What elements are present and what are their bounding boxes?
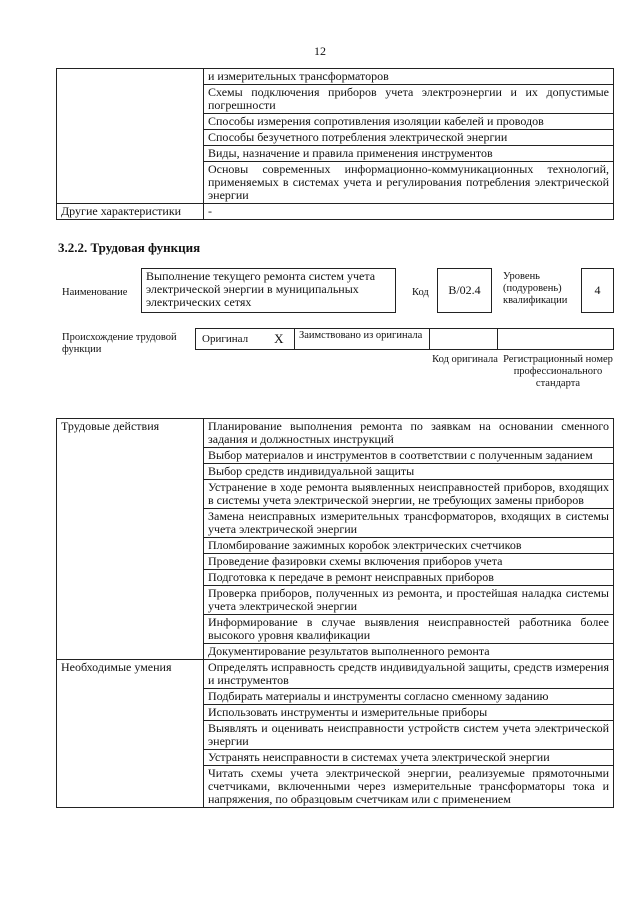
original-cell (195, 328, 295, 350)
knowledge-item: Основы современных информационно-коммуникационных технологий, применяемых в системах учета и регулирования потребления электрической энергии (204, 162, 614, 204)
skill-item: Использовать инструменты и измерительные приборы (204, 705, 614, 721)
function-code-field: B/02.4 (437, 268, 492, 313)
reg-number-caption: Регистрационный номер профессионального стандарта (503, 354, 613, 389)
knowledge-item: Схемы подключения приборов учета электроэнергии и их допустимые погрешности (204, 85, 614, 114)
action-item: Замена неисправных измерительных трансформаторов, входящих в системы учета электрической энергии (204, 509, 614, 538)
name-label: Наименование (62, 287, 128, 298)
section-heading: 3.2.2. Трудовая функция (58, 240, 201, 255)
action-item: Выбор средств индивидуальной защиты (204, 464, 614, 480)
skill-item: Определять исправность средств индивидуальной защиты, средств измерения и инструментов (204, 660, 614, 689)
reg-number-cell (498, 328, 614, 350)
action-item: Устранение в ходе ремонта выявленных неисправностей приборов, входящих в системы учета электрической энергии, не требующих замены приборов (204, 480, 614, 509)
table-row (57, 204, 614, 220)
original-code-caption: Код оригинала (432, 354, 498, 365)
borrowed-label: Заимствовано из оригинала (295, 328, 430, 350)
other-characteristics-label: Другие характеристики (57, 204, 204, 220)
knowledge-table-continued (56, 68, 614, 220)
original-label: Оригинал (202, 333, 249, 345)
table-row (57, 660, 614, 689)
actions-label: Трудовые действия (57, 419, 204, 660)
action-item: Планирование выполнения ремонта по заявкам на основании сменного задания и должностных инструкций (204, 419, 614, 448)
action-item: Выбор материалов и инструментов в соответствии с полученным заданием (204, 448, 614, 464)
action-item: Проведение фазировки схемы включения приборов учета (204, 554, 614, 570)
function-name-field: Выполнение текущего ремонта систем учета электрической энергии в муниципальных электрических сетях (141, 268, 396, 313)
action-item: Подготовка к передаче в ремонт неисправных приборов (204, 570, 614, 586)
function-details-table (56, 418, 614, 808)
knowledge-item: Способы измерения сопротивления изоляции кабелей и проводов (204, 114, 614, 130)
page-number: 12 (314, 44, 326, 58)
table-row (57, 419, 614, 448)
skill-item: Устранять неисправности в системах учета электрической энергии (204, 750, 614, 766)
level-label: Уровень (подуровень) квалификации (503, 271, 568, 306)
knowledge-item: и измерительных трансформаторов (204, 69, 614, 85)
skills-label: Необходимые умения (57, 660, 204, 808)
other-characteristics-value: - (204, 204, 614, 220)
skill-item: Подбирать материалы и инструменты согласно сменному заданию (204, 689, 614, 705)
skill-item: Выявлять и оценивать неисправности устройств систем учета электрической энергии (204, 721, 614, 750)
action-item: Пломбирование зажимных коробок электрических счетчиков (204, 538, 614, 554)
original-mark: X (274, 331, 284, 346)
knowledge-item: Способы безучетного потребления электрической энергии (204, 130, 614, 146)
knowledge-item: Виды, назначение и правила применения инструментов (204, 146, 614, 162)
action-item: Документирование результатов выполненного ремонта (204, 644, 614, 660)
code-label: Код (412, 287, 429, 298)
origin-row (195, 328, 614, 350)
original-code-cell (430, 328, 498, 350)
table-row (57, 69, 614, 85)
action-item: Проверка приборов, полученных из ремонта, и простейшая наладка системы учета электрической энергии (204, 586, 614, 615)
skill-item: Читать схемы учета электрической энергии, реализуемые прямоточными счетчиками, включенными через измерительные трансформаторы тока и напряжения, по образцовым счетчикам или с применением (204, 766, 614, 808)
level-field: 4 (581, 268, 614, 313)
action-item: Информирование в случае выявления неисправностей работника более высокого уровня квалификации (204, 615, 614, 644)
origin-label: Происхождение трудовой функции (62, 332, 177, 355)
